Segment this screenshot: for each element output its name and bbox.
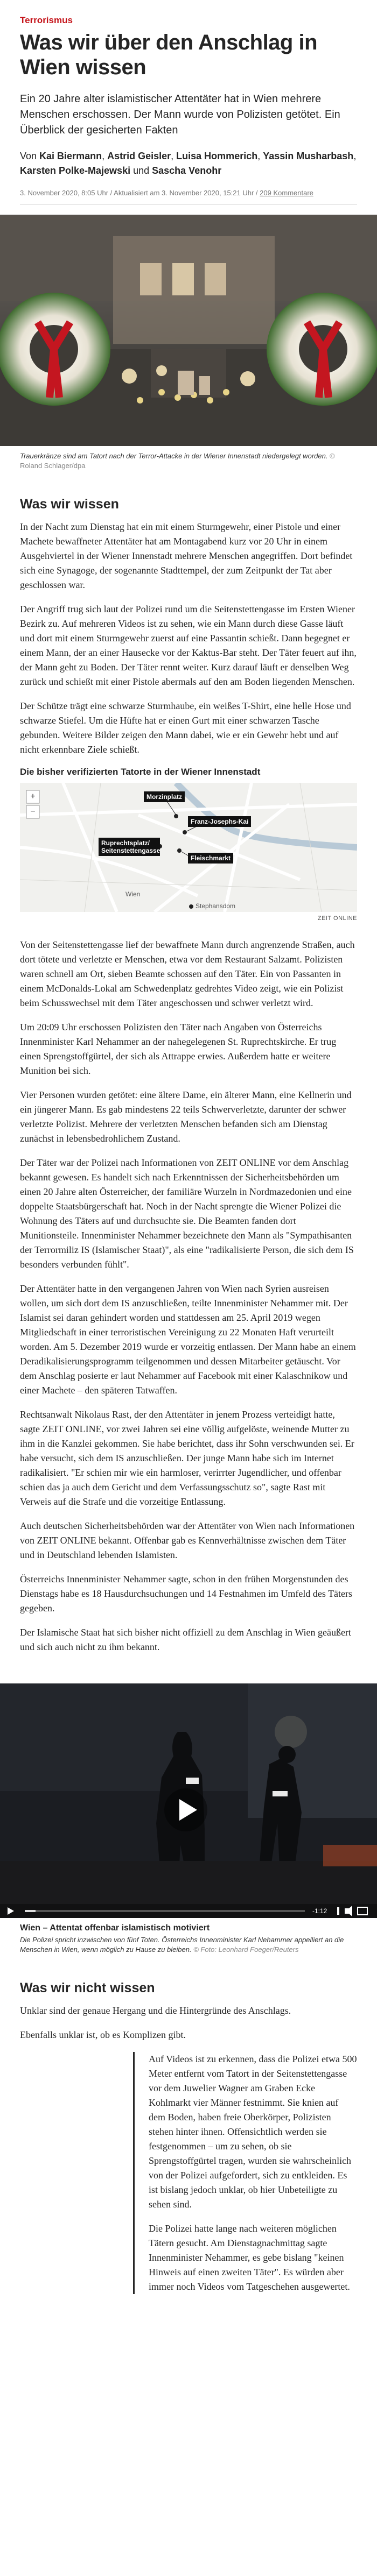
- memorial-photo: [0, 215, 377, 446]
- article-body: [0, 497, 377, 1654]
- article-title: Was wir über den Anschlag in Wien wissen: [20, 31, 318, 79]
- quote-paragraph: Auf Videos ist zu erkennen, dass die Polizei etwa 500 Meter entfernt vom Tatort in der Seitenstettengasse vor dem Juwelier Wagner am Graben Ecke Kohlmarkt vier Männer festnimmt. Sie knien auf dem Boden, haben freie Oberkörper, Polizisten stehen hinter ihnen. Offensichtlich werden sie festgenommen – um zu sehen, ob sie Sprengstoffgürtel tragen, wurden sie wahrscheinlich von der Polizei aufgefordert, sich zu entkleiden. Es ist bislang jedoch unklar, ob hier Unbeteiligte zu sehen sind.: [149, 2054, 357, 2210]
- article-body-2: [0, 1980, 377, 2294]
- map-label: Ruprechtsplatz/ Seitenstettengasse: [99, 838, 160, 856]
- video-caption-text: Die Polizei spricht inzwischen von fünf Toten. Österreichs Innenminister Karl Nehammer appelliert an die Menschen in Wien, wenn möglich zu Hause zu bleiben.: [20, 1936, 344, 1954]
- article-meta: 3. November 2020, 8:05 Uhr / Aktualisiert am 3. November 2020, 15:21 Uhr / 209 Kommentare: [20, 189, 357, 205]
- map-title: Die bisher verifizierten Tatorte in der Wiener Innenstadt: [20, 767, 261, 777]
- map-credit: ZEIT ONLINE: [317, 915, 357, 922]
- video-title: Wien – Attentat offenbar islamistisch motiviert: [20, 1923, 210, 1933]
- hero-caption: [0, 446, 377, 471]
- video-time: -1:12: [312, 1907, 327, 1915]
- map-label: Fleischmarkt: [188, 853, 233, 864]
- paragraph: Der Täter war der Polizei nach Informationen von ZEIT ONLINE vor dem Anschlag bekannt gewesen. Es handelt sich nach Erkenntnissen der Sicherheitsbehörden um einen 20 Jahre alten Österreicher, der familiäre Wurzeln in Nordmazedonien und eine doppelte Staatsbürgerschaft hat. Noch in der Nacht sprengte die Wiener Polizei die Wohnung des Täters auf und durchsuchte sie. Die Beamten fanden dort Munitionsteile. Innenminister Nehammer bezeichnete den Mann als "Sympathisanten der Terrormiliz IS (Islamischer Staat)", als eine "radikalisierte Person, die sich dem IS besonders verbunden fühlt".: [20, 1157, 354, 1270]
- video-caption: [0, 1935, 377, 1955]
- caption-text: Trauerkränze sind am Tatort nach der Terror-Attacke in der Wiener Innenstadt niedergelegt worden.: [20, 452, 328, 460]
- play-button[interactable]: [164, 1788, 207, 1831]
- video-credit: © Foto: Leonhard Foeger/Reuters: [193, 1945, 299, 1954]
- article-lead: Ein 20 Jahre alter islamistischer Attentäter hat in Wien mehrere Menschen erschossen. Der Mann wurde von Polizisten getötet. Ein Überblick der gesicherten Fakten: [20, 93, 340, 136]
- map-district-label: Wien: [125, 890, 141, 898]
- section-heading: Was wir wissen: [20, 497, 119, 512]
- author-link[interactable]: Karsten Polke-Majewski: [20, 165, 131, 176]
- paragraph: Von der Seitenstettengasse lief der bewaffnete Mann durch angrenzende Straßen, auch dort tötete und verletzte er Menschen, etwa vor dem Restaurant Salzamt. Polizisten waren schnell am Ort, sieben Beamte schossen auf den Täter. Ein von Passanten in einem McDonalds-Lokal am Schwedenplatz gedrehtes Video zeigt, wie ein Polizist beim Schusswechsel mit dem Täter angeschossen und schwer verletzt wird.: [20, 939, 355, 1008]
- paragraph: Vier Personen wurden getötet: eine ältere Dame, ein älterer Mann, eine Kellnerin und ein jüngerer Mann. Es gab mindestens 22 teils Schwerverletzte, darunter der schwer verletzte Polizist. Mehrere der verletzten Menschen befanden sich am Dienstag zunächst in lebensbedrohlichem Zustand.: [20, 1089, 352, 1144]
- zoom-in-button[interactable]: +: [30, 792, 36, 801]
- author-link[interactable]: Kai Biermann: [39, 151, 102, 161]
- paragraph: Unklar sind der genaue Hergang und die Hintergründe des Anschlags.: [20, 2005, 291, 2016]
- updated-date: Aktualisiert am 3. November 2020, 15:21 Uhr: [114, 189, 254, 197]
- caption-credit: © Roland Schlager/dpa: [20, 452, 335, 470]
- paragraph: Um 20:09 Uhr erschossen Polizisten den Täter nach Angaben von Österreichs Innenminister Karl Nehammer an der nahegelegenen St. Ruprechtskirche. Er trug einen Sprengstoffgürtel, der sich als Attrappe erwies. Außerdem hatte er weitere Munition bei sich.: [20, 1022, 337, 1076]
- map-label: Morzinplatz: [144, 791, 185, 802]
- paragraph: Der Schütze trägt eine schwarze Sturmhaube, ein weißes T-Shirt, eine helle Hose und schwarze Stiefel. Um die Hüfte hat er einen Gurt mit einer schwarzen Tasche gebunden. Weitere Bilder zeigen den Mann dabei, wie er ein Gewehr hebt und auf nicht erkennbare Ziele schießt.: [20, 700, 351, 755]
- author-link[interactable]: Sascha Venohr: [152, 165, 222, 176]
- blockquote: [133, 2052, 357, 2294]
- video-player[interactable]: [0, 1683, 377, 1918]
- paragraph: In der Nacht zum Dienstag hat ein mit einem Sturmgewehr, einer Pistole und einer Machete bewaffneter Attentäter hat am Montagabend kurz vor 20 Uhr in einem Ausgehviertel in der Wiener Innenstadt mehrere Menschen angegriffen. Dort befindet sich eine Synagoge, der sogenannte Stadttempel, der zum Zeitpunkt der Tat aber geschlossen war.: [20, 521, 353, 590]
- hero-image: [0, 215, 377, 446]
- section-heading: Was wir nicht wissen: [20, 1980, 155, 1995]
- author-link[interactable]: Astrid Geisler: [107, 151, 171, 161]
- author-link[interactable]: Luisa Hommerich: [176, 151, 258, 161]
- publish-date: 3. November 2020, 8:05 Uhr: [20, 189, 109, 197]
- paragraph: Der Attentäter hatte in den vergangenen Jahren von Wien nach Syrien ausreisen wollen, um sich dort dem IS anzuschließen, teilte Innenminister Nehammer mit. Der Islamist sei daran gehindert worden und stattdessen am 25. April 2019 wegen Mitgliedschaft in einer terroristischen Vereinigung zu 22 Monaten Haft verurteilt worden. Am 5. Dezember 2019 wurde er vorzeitig entlassen. Der Mann habe an einem Deradikalisierungsprogramm teilgenommen und dessen Mitarbeiter getäuscht. Vor dem Anschlag posierte er laut Nehammer auf Facebook mit einer Kalaschnikow und einer Machete – den späteren Tatwaffen.: [20, 1283, 356, 1396]
- byline-prefix: Von: [20, 151, 40, 161]
- article-header: [0, 0, 377, 205]
- paragraph: Auch deutschen Sicherheitsbehörden war der Attentäter von Wien nach Informationen von ZEIT ONLINE bekannt. Offenbar gab es Kennverhältnisse zwischen dem Täter und in Deutschland lebenden Islamisten.: [20, 1520, 355, 1560]
- author-link[interactable]: Yassin Musharbash: [263, 151, 354, 161]
- paragraph: Ebenfalls unklar ist, ob es Komplizen gibt.: [20, 2029, 186, 2040]
- article-byline: Von Kai Biermann, Astrid Geisler, Luisa Hommerich, Yassin Musharbash, Karsten Polke-Majewski und Sascha Venohr: [20, 151, 357, 176]
- paragraph: Der Islamische Staat hat sich bisher nicht offiziell zu dem Anschlag in Wien geäußert und sich auch nicht zu ihm bekannt.: [20, 1627, 351, 1652]
- crime-scene-map[interactable]: [20, 783, 357, 912]
- map-graphic: [20, 783, 357, 912]
- paragraph: Österreichs Innenminister Nehammer sagte, schon in den frühen Morgenstunden des Dienstags habe es 18 Hausdurchsuchungen und 14 Festnahmen im Umfeld des Täters gegeben.: [20, 1574, 353, 1613]
- map-district-label: Stephansdom: [196, 902, 236, 910]
- map-label: Franz-Josephs-Kai: [188, 816, 251, 827]
- paragraph: Rechtsanwalt Nikolaus Rast, der den Attentäter in jenem Prozess verteidigt hatte, sagte ZEIT ONLINE, vor zwei Jahren sei eine völlig aufgelöste, weinende Mutter zu ihm in die Kanzlei gekommen. Sie habe berichtet, dass ihr Sohn verschwunden sei. Er habe versucht, sich dem IS anzuschließen. Der junge Mann habe sich im Internet radikalisiert. "Er schien mir wie ein harmloser, verirrter Jugendlicher, und offenbar schien das ja auch dem Gericht und dem Verfassungsschutz so", sagte Rast mit Verweis auf die Strafe und die vorzeitige Entlassung.: [20, 1409, 354, 1507]
- comments-link[interactable]: 209 Kommentare: [260, 189, 313, 197]
- quote-paragraph: Die Polizei hatte lange nach weiteren möglichen Tätern gesucht. Am Dienstagnachmittag sagte Innenminister Nehammer, es gebe bislang "keinen Hinweis auf einen zweiten Täter". Es würden aber immer noch Videos vom Tatgeschehen ausgewertet.: [149, 2223, 350, 2292]
- zoom-out-button[interactable]: −: [30, 807, 36, 816]
- paragraph: Der Angriff trug sich laut der Polizei rund um die Seitenstettengasse im Ersten Wiener Bezirk zu. Auf mehreren Videos ist zu sehen, wie ein Mann durch diese Gasse läuft und dort mit einem Sturmgewehr zuerst auf eine Passantin schießt. Dann begegnet er einem Mann, der an einer Hausecke vor der Kaktus-Bar steht. Der Täter feuert auf ihn, der Mann geht zu Boden. Der Täter rennt weiter. Kurz darauf läuft er denselben Weg zurück und schießt mit einer Pistole abermals auf den am Boden liegenden Menschen.: [20, 604, 357, 687]
- article-kicker[interactable]: Terrorismus: [20, 15, 73, 25]
